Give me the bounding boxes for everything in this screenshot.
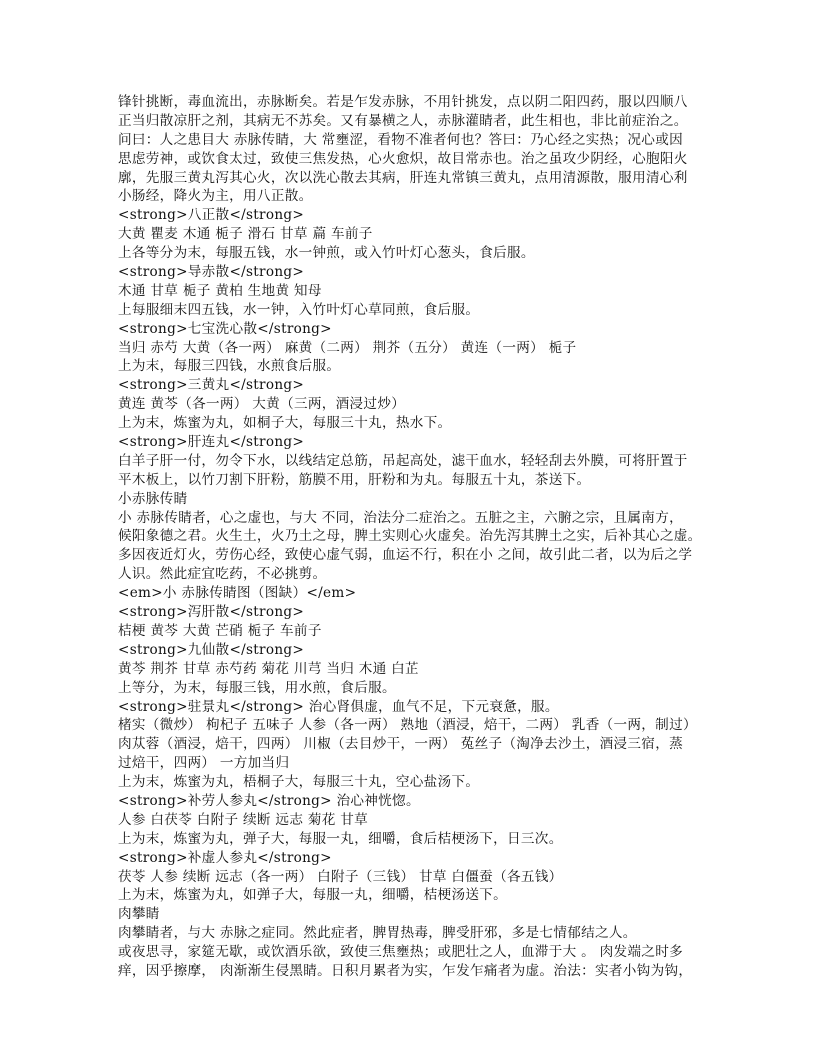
- recipe-heading-tag: <strong>驻景丸</strong> 治心肾俱虚，血气不足，下元衰惫，服。: [118, 698, 559, 715]
- text-line: 小肠经，降火为主，用八正散。: [118, 188, 313, 205]
- recipe-heading-tag: <strong>导赤散</strong>: [118, 264, 305, 281]
- text-line: 候阳象德之君。火生土，火乃土之母，脾土实则心火虚矣。治先泻其脾土之实，后补其心之虚。: [118, 528, 702, 545]
- text-line: 锋针挑断，毒血流出，赤脉断矣。若是乍发赤脉，不用针挑发，点以阴二阳四药，服以四顺八: [118, 94, 688, 110]
- recipe-heading-tag: <strong>肝连丸</strong>: [118, 434, 305, 451]
- instruction-line: 上等分，为末，每服三钱，用水煎，食后服。: [118, 679, 396, 696]
- section-heading: 小赤脉传睛: [118, 490, 188, 507]
- text-line: 多因夜近灯火，劳伤心经，致使心虚气弱，血运不行，积在小 之间，故引此二者，以为后之学: [118, 547, 693, 564]
- recipe-heading-tag: <strong>补劳人参丸</strong> 治心神恍惚。: [118, 792, 420, 809]
- text-line: 人识。然此症宜吃药，不必挑剪。: [118, 566, 327, 583]
- text-line: 肉攀睛者，与大 赤脉之症同。然此症者，脾胃热毒，脾受肝邪，多是七情郁结之人。: [118, 925, 637, 942]
- ingredient-line: 肉苁蓉（酒浸，焙干，四两） 川椒（去目炒干，一两） 菟丝子（淘净去沙土，酒浸三宿，蒸: [118, 736, 683, 753]
- recipe-heading-tag: <strong>三黄丸</strong>: [118, 377, 305, 394]
- text-line: 或夜思寻，家筵无歇，或饮酒乐欲，致使三焦壅热；或肥壮之人，血滞于大 。 肉发端之时多: [118, 944, 683, 961]
- text-line: 问曰：人之患目大 赤脉传睛，大 常壅涩，看物不准者何也？答曰：乃心经之实热；况心或因: [118, 131, 683, 148]
- ingredient-line: 过焙干，四两） 一方加当归: [118, 755, 290, 772]
- instruction-line: 上为末，每服三四钱，水煎食后服。: [118, 358, 341, 375]
- ingredient-line: 楮实（微炒） 枸杞子 五味子 人参（各一两） 熟地（酒浸，焙干，二两） 乳香（一两，制过）: [118, 717, 697, 734]
- recipe-heading-tag: <strong>七宝洗心散</strong>: [118, 320, 332, 337]
- instruction-line: 白羊子肝一付，勿令下水，以线结定总筋，吊起高处，滤干血水，轻轻刮去外膜，可将肝置于: [118, 452, 688, 469]
- ingredient-line: 木通 甘草 栀子 黄柏 生地黄 知母: [118, 282, 322, 299]
- recipe-heading-tag: <strong>补虚人参丸</strong>: [118, 849, 332, 866]
- instruction-line: 平木板上，以竹刀割下肝粉，筋膜不用，肝粉和为丸。每服五十丸，茶送下。: [118, 471, 591, 488]
- recipe-heading-tag: <strong>九仙散</strong>: [118, 641, 305, 658]
- ingredient-line: 黄芩 荆芥 甘草 赤芍药 菊花 川芎 当归 木通 白芷: [118, 660, 419, 677]
- text-line: 思虑劳神，或饮食太过，致使三焦发热，心火愈炽，故目常赤也。治之虽攻少阴经，心胞阳火: [118, 150, 688, 167]
- instruction-line: 上各等分为末，每服五钱，水一钟煎，或入竹叶灯心葱头，食后服。: [118, 245, 535, 262]
- text-line: 正当归散凉肝之剂，其病无不苏矣。又有暴横之人，赤脉灌睛者，此生相也，非比前症治之。: [118, 112, 688, 129]
- figure-caption-tag: <em>小 赤脉传睛图（图缺）</em>: [118, 585, 357, 602]
- text-line: 小 赤脉传睛者，心之虚也，与大 不同，治法分二症治之。五脏之主，六腑之宗，且属南方，: [118, 509, 683, 526]
- recipe-heading-tag: <strong>泻肝散</strong>: [118, 604, 305, 621]
- instruction-line: 上为末，炼蜜为丸，如弹子大，每服一丸，细嚼，桔梗汤送下。: [118, 887, 508, 904]
- instruction-line: 上每服细末四五钱，水一钟，入竹叶灯心草同煎，食后服。: [118, 301, 480, 318]
- instruction-line: 上为末，炼蜜为丸，梧桐子大，每服三十丸，空心盐汤下。: [118, 774, 480, 791]
- recipe-heading-tag: <strong>八正散</strong>: [118, 207, 305, 224]
- ingredient-line: 黄连 黄芩（各一两） 大黄（三两，酒浸过炒）: [118, 396, 406, 413]
- section-heading: 肉攀睛: [118, 906, 160, 923]
- text-line: 廓，先服三黄丸泻其心火，次以洗心散去其病，肝连丸常镇三黄丸，点用清源散，服用清心利: [118, 169, 688, 186]
- ingredient-line: 当归 赤芍 大黄（各一两） 麻黄（二两） 荆芥（五分） 黄连（一两） 栀子: [118, 339, 577, 356]
- instruction-line: 上为末，炼蜜为丸，弹子大，每服一丸，细嚼，食后桔梗汤下，日三次。: [118, 830, 563, 847]
- ingredient-line: 大黄 瞿麦 木通 栀子 滑石 甘草 萹 车前子: [118, 226, 373, 243]
- ingredient-line: 人参 白茯苓 白附子 续断 远志 菊花 甘草: [118, 811, 369, 828]
- ingredient-line: 桔梗 黄芩 大黄 芒硝 栀子 车前子: [118, 622, 322, 639]
- document-page: [118, 93, 704, 981]
- text-line: 痒，因乎擦摩， 肉渐渐生侵黑睛。日积月累者为实，乍发乍痛者为虚。治法：实者小钩为钩，: [118, 962, 693, 979]
- instruction-line: 上为末，炼蜜为丸，如桐子大，每服三十丸，热水下。: [118, 415, 452, 432]
- ingredient-line: 茯苓 人参 续断 远志（各一两） 白附子（三钱） 甘草 白僵蚕（各五钱）: [118, 868, 563, 885]
